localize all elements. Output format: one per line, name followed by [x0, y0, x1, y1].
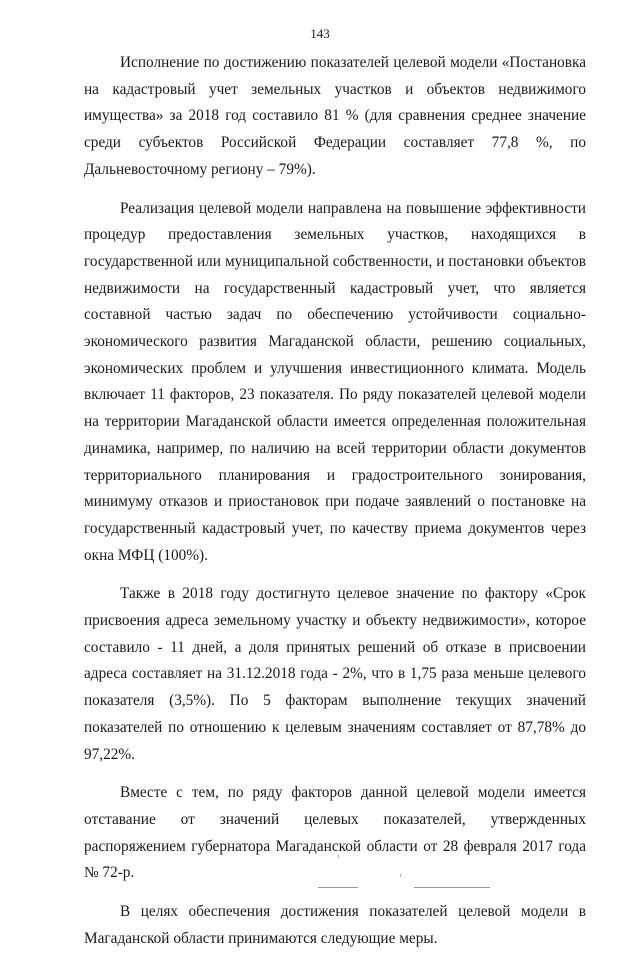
scan-artifact-line	[318, 887, 358, 888]
document-body	[84, 50, 586, 953]
paragraph-target-model-goals: Реализация целевой модели направлена на повышение эффективности процедур предоставления земельных участков, находящихся в государственной или муниципальной собственности, и постановки объектов недвижимости на государственный кадастровый учет, что является составной частью задач по обеспечению устойчивости социально-экономического развития Магаданской области, решению социальных, экономических проблем и улучшения инвестиционного климата. Модель включает 11 факторов, 23 показателя. По ряду показателей целевой модели на территории Магаданской области имеется определенная положительная динамика, например, по наличию на всей территории области документов территориального планирования и градостроительного зонирования, минимуму отказов и приостановок при подаче заявлений о постановке на государственный кадастровый учет, по качеству приема документов через окна МФЦ (100%).	[84, 199, 586, 564]
scan-artifact-dot	[400, 874, 401, 877]
scan-artifact-line	[414, 887, 490, 888]
paragraph-lagging-indicators: Вместе с тем, по ряду факторов данной целевой модели имеется отставание от значений целевых показателей, утвержденных распоряжением губернатора Магаданской области от 28 февраля 2017 года № 72-р.	[84, 784, 586, 882]
paragraph-cadastral-results: Исполнение по достижению показателей целевой модели «Постановка на кадастровый учет земельных участков и объектов недвижимого имущества» за 2018 год составило 81 % (для сравнения среднее значение среди субъектов Российской Федерации составляет 77,8 %, по Дальневосточному региону – 79%).	[84, 54, 586, 178]
scan-artifact-dot	[338, 855, 339, 858]
paragraph-measures-intro: В целях обеспечения достижения показателей целевой модели в Магаданской области принимаются следующие меры.	[84, 903, 586, 947]
page-number: 143	[310, 26, 330, 41]
paragraph-address-assignment: Также в 2018 году достигнуто целевое значение по фактору «Срок присвоения адреса земельному участку и объекту недвижимости», которое составило - 11 дней, а доля принятых решений об отказе в присвоении адреса составляет на 31.12.2018 года - 2%, что в 1,75 раза меньше целевого показателя (3,5%). По 5 факторам выполнение текущих значений показателей по отношению к целевым значениям составляет от 87,78% до 97,22%.	[84, 585, 586, 763]
